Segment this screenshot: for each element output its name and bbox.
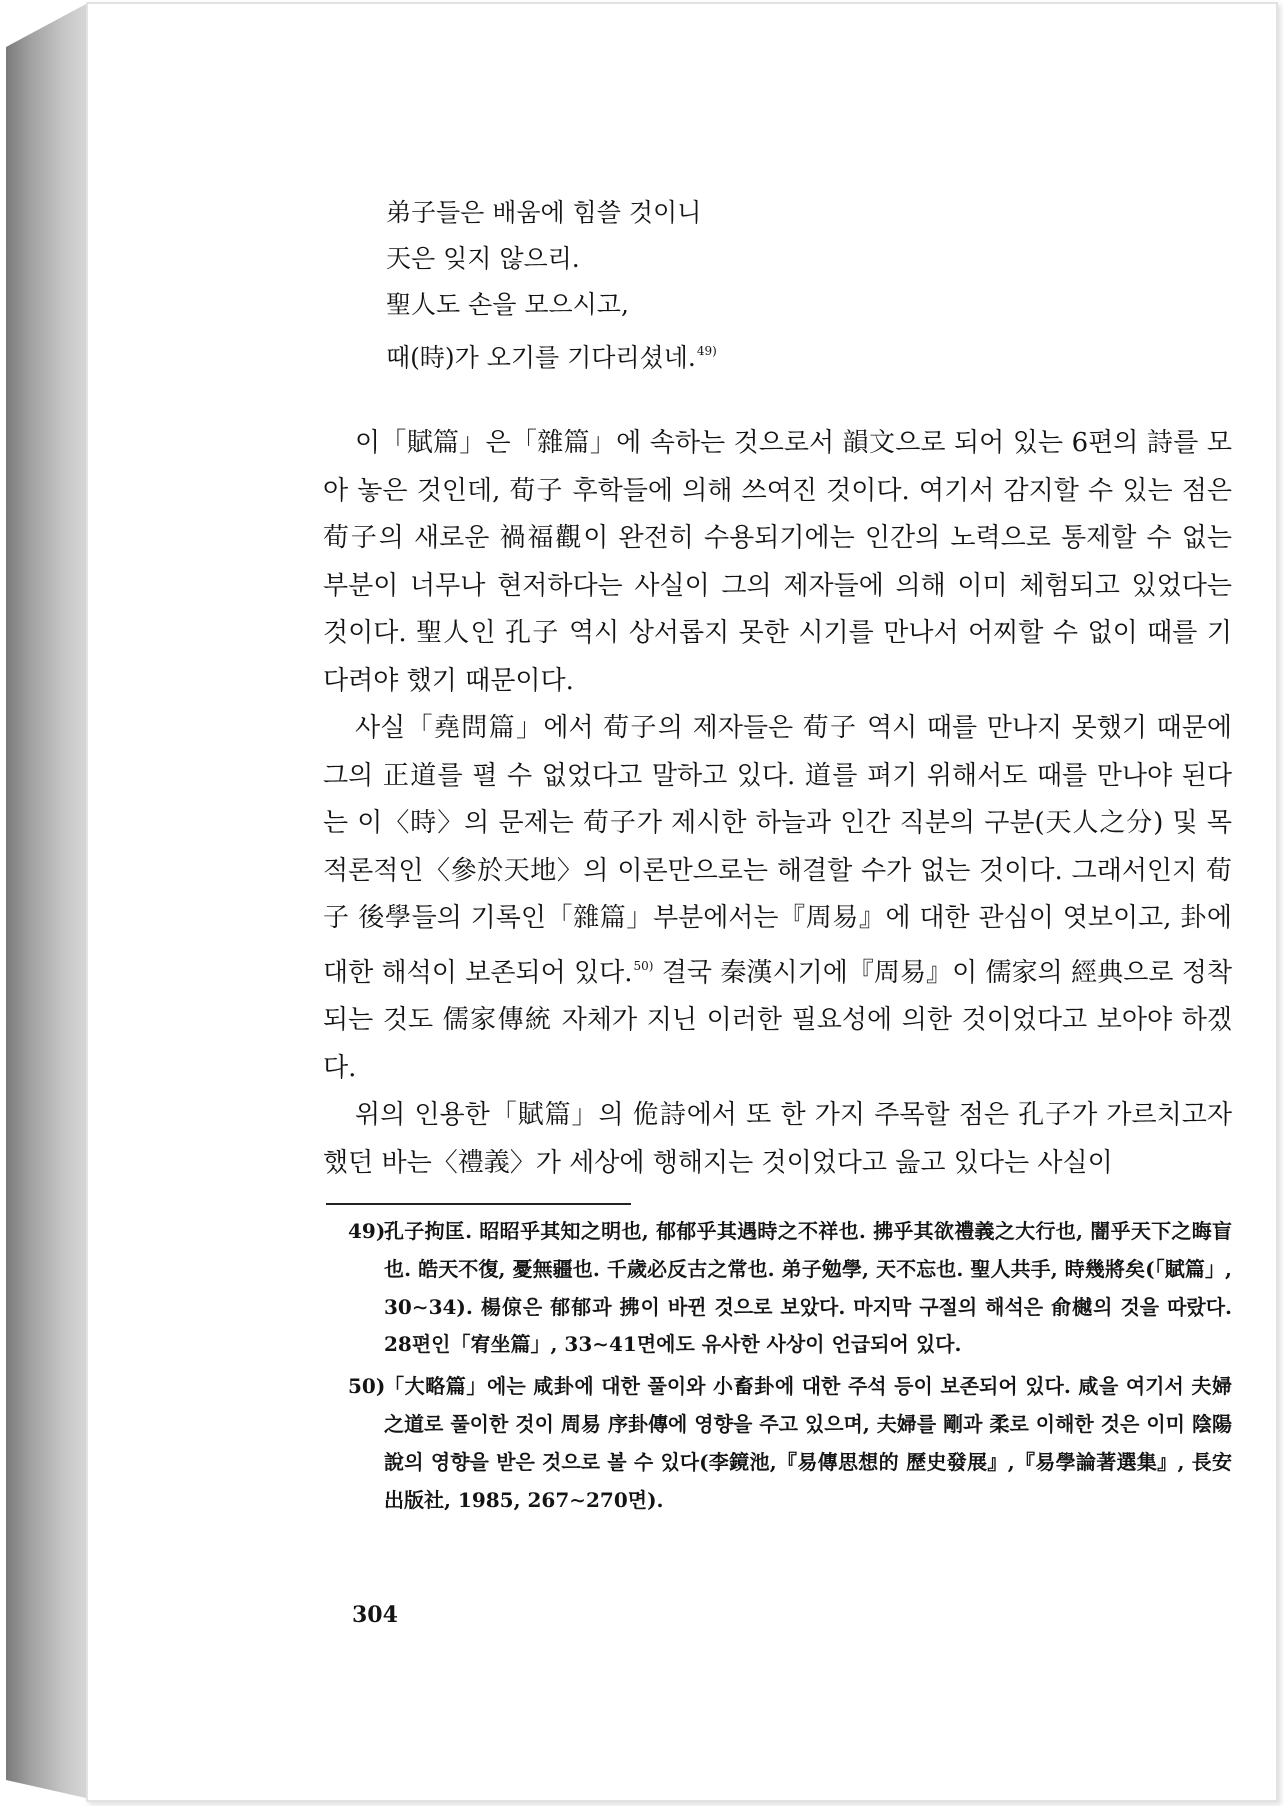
paragraph-2-text: 사실「堯問篇」에서 荀子의 제자들은 荀子 역시 때를 만나지 못했기 때문에 그의 正道를 펼 수 없었다고 말하고 있다. 道를 펴기 위해서도 때를 만나야 된다는 이〈時〉의 문제는 荀子가 제시한 하늘과 인간 직분의 구분(天人之分) 및 목적론적인〈參於天地〉의 이론만으로는 해결할 수가 없는 것이다. 그래서인지 荀子 後學들의 기록인「雜篇」부분에서는『周易』에 대한 관심이 엿보이고, 卦에 대한 해석이 보존되어 있다.	[323, 713, 1232, 988]
poem-line: 弟子들은 배움에 힘쓸 것이니	[386, 198, 702, 227]
footnote-number: 50)	[348, 1374, 386, 1399]
paragraph-2-text-cont: 결국 秦漢시기에『周易』이 儒家의 經典으로 정착되는 것도 儒家傳統 자체가 지닌 이러한 필요성에 의한 것이었다고 보아야 하겠다.	[323, 957, 1232, 1083]
footnote-divider	[326, 1203, 631, 1205]
footnote-text: 「大略篇」에는 咸卦에 대한 풀이와 小畜卦에 대한 주석 등이 보존되어 있다. 咸을 여기서 夫婦之道로 풀이한 것이 周易 序卦傳에 영향을 주고 있으며, 夫婦를 剛과 柔로 이해한 것은 이미 陰陽說의 영향을 받은 것으로 볼 수 있다(李鏡池,『易傳思想的 歷史發展』,『易學論著選集』, 長安出版社, 1985, 267∼270면).	[384, 1374, 1232, 1512]
poem-line	[386, 328, 1086, 381]
paragraph-2	[323, 705, 1232, 1092]
page-number: 304	[352, 1602, 398, 1628]
footnote-50	[348, 1368, 1232, 1519]
quoted-poem	[386, 190, 1086, 381]
paragraph-3: 위의 인용한「賦篇」의 佹詩에서 또 한 가지 주목할 점은 孔子가 가르치고자 했던 바는〈禮義〉가 세상에 행해지는 것이었다고 읊고 있다는 사실이	[323, 1100, 1232, 1178]
paragraph-1: 이「賦篇」은「雜篇」에 속하는 것으로서 韻文으로 되어 있는 6편의 詩를 모아 놓은 것인데, 荀子 후학들에 의해 쓰여진 것이다. 여기서 감지할 수 있는 점은 荀子의 새로운 禍福觀이 완전히 수용되기에는 인간의 노력으로 통제할 수 없는 부분이 너무나 현저하다는 사실이 그의 제자들에 의해 이미 체험되고 있었다는 것이다. 聖人인 孔子 역시 상서롭지 못한 시기를 만나서 어찌할 수 없이 때를 기다려야 했기 때문이다.	[323, 428, 1232, 696]
poem-line: 聖人도 손을 모으시고,	[386, 290, 629, 319]
footnotes	[348, 1213, 1232, 1523]
poem-line-text: 때(時)가 오기를 기다리셨네.	[386, 343, 696, 372]
book-page	[86, 2, 1278, 1802]
book-spine-edge	[6, 4, 86, 1798]
poem-line: 天은 잊지 않으리.	[386, 244, 580, 273]
footnote-number: 49)	[348, 1219, 386, 1243]
body-text	[323, 420, 1232, 1187]
footnote-text: 孔子拘匡. 昭昭乎其知之明也, 郁郁乎其遇時之不祥也. 拂乎其欲禮義之大行也, 闇乎天下之晦盲也. 皓天不復, 憂無疆也. 千歲必反古之常也. 弟子勉學, 天不忘也. 聖人共手, 時幾將矣(「賦篇」, 30∼34). 楊倞은 郁郁과 拂이 바뀐 것으로 보았다. 마지막 구절의 해석은 俞樾의 것을 따랐다. 28편인「宥坐篇」, 33∼41면에도 유사한 사상이 언급되어 있다.	[384, 1219, 1232, 1357]
footnote-49	[348, 1213, 1232, 1364]
footnote-ref-49: 49)	[696, 344, 717, 358]
footnote-ref-50: 50)	[633, 958, 654, 973]
